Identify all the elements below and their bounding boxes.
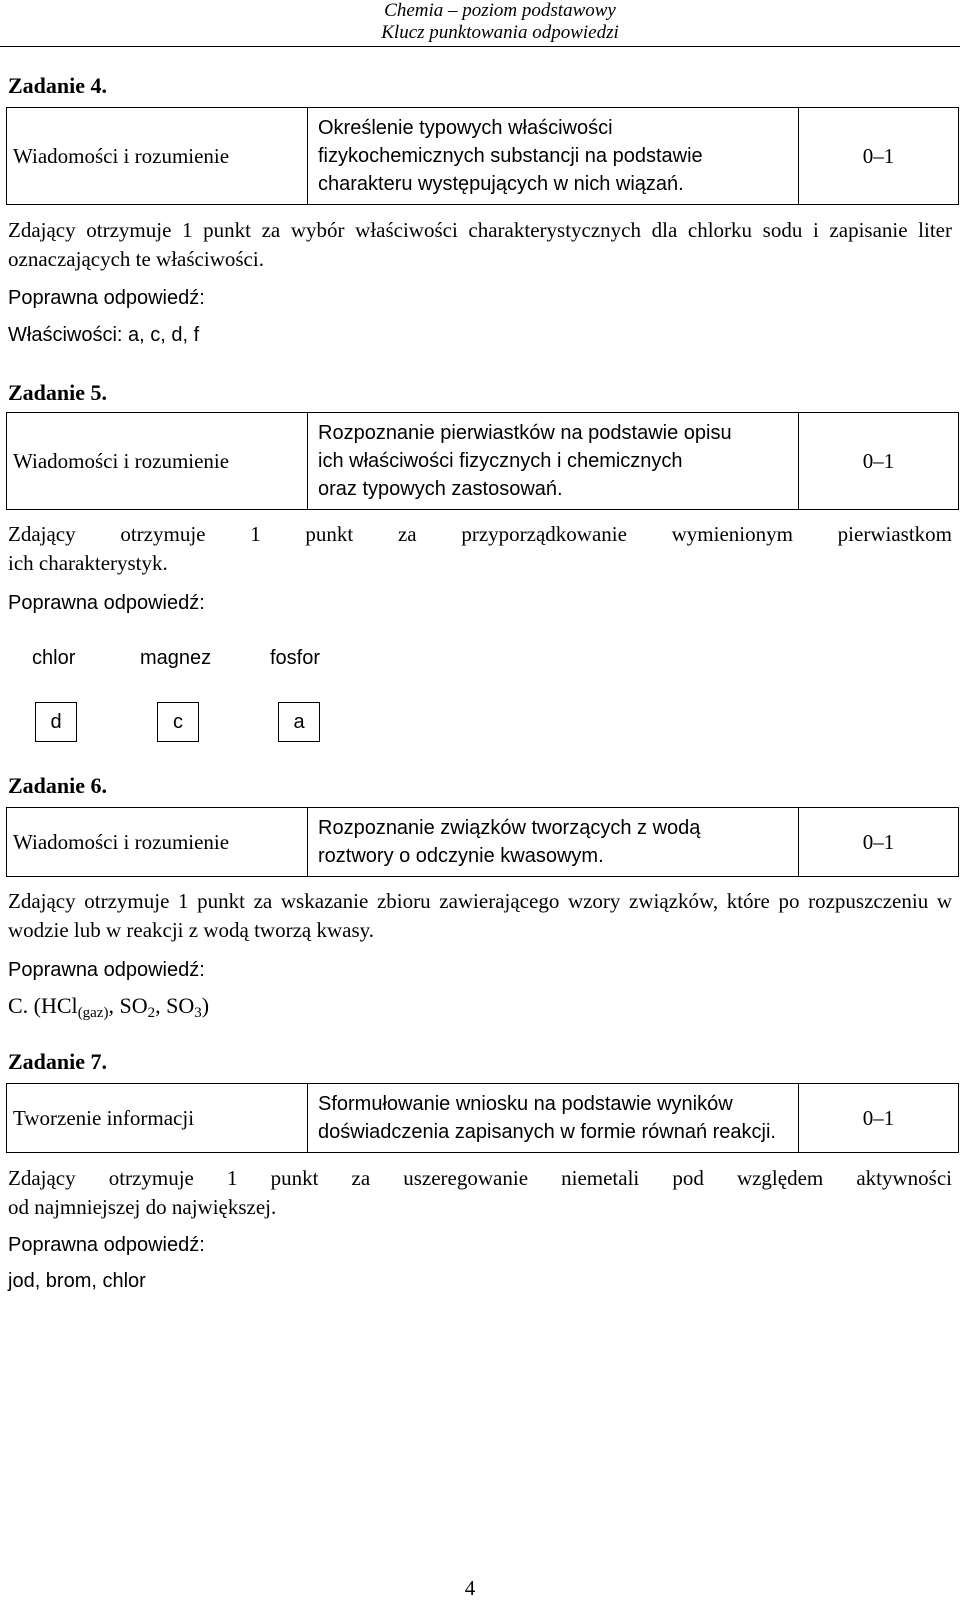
element-answer-box-magnez: c xyxy=(157,702,199,742)
task-7-title: Zadanie 7. xyxy=(8,1049,108,1074)
task-7-requirement: Sformułowanie wniosku na podstawie wyników doświadczenia zapisanych w formie równań reakcji. xyxy=(308,1084,799,1153)
element-name-magnez: magnez xyxy=(140,647,212,669)
task-6-area: Wiadomości i rozumienie xyxy=(7,808,308,877)
task-6-answer-label: Poprawna odpowiedź: xyxy=(8,959,205,981)
page-header xyxy=(0,0,960,47)
element-name-fosfor: fosfor xyxy=(270,647,321,669)
task-6-points: 0–1 xyxy=(799,808,959,877)
task-6-description: Zdający otrzymuje 1 punkt za wskazanie zbioru zawierającego wzory związków, które po rozpuszczeniu w wodzie lub w reakcji z wodą tworzą kwasy. xyxy=(8,889,952,942)
task-4-criteria-table xyxy=(6,107,959,205)
task-7-description-line2: od najmniejszej do największej. xyxy=(8,1195,277,1219)
task-5-description-line2: ich charakterystyk. xyxy=(8,551,168,575)
task-4-requirement: Określenie typowych właściwości fizykochemicznych substancji na podstawie charakteru występujących w nich wiązań. xyxy=(308,108,799,205)
task-7-answer-label: Poprawna odpowiedź: xyxy=(8,1234,205,1256)
task-5-area: Wiadomości i rozumienie xyxy=(7,413,308,510)
task-4-points: 0–1 xyxy=(799,108,959,205)
task-7-area: Tworzenie informacji xyxy=(7,1084,308,1153)
element-name-chlor: chlor xyxy=(32,647,76,669)
task-7-description-line1: Zdający otrzymuje 1 punkt za uszeregowanie niemetali pod względem aktywności xyxy=(8,1166,952,1190)
task-7-answer: jod, brom, chlor xyxy=(8,1270,146,1292)
task-6-requirement: Rozpoznanie związków tworzących z wodą roztwory o odczynie kwasowym. xyxy=(308,808,799,877)
task-6-title: Zadanie 6. xyxy=(8,773,108,798)
element-answer-box-fosfor: a xyxy=(278,702,320,742)
task-6-criteria-table xyxy=(6,807,959,877)
task-5-requirement: Rozpoznanie pierwiastków na podstawie opisu ich właściwości fizycznych i chemicznych oraz typowych zastosowań. xyxy=(308,413,799,510)
task-5-title: Zadanie 5. xyxy=(8,380,108,405)
page-number: 4 xyxy=(464,1576,476,1600)
element-answer-box-chlor: d xyxy=(35,702,77,742)
task-4-answer: Właściwości: a, c, d, f xyxy=(8,324,200,346)
task-7-criteria-table xyxy=(6,1083,959,1153)
task-6-answer: C. (HCl$_{(gaz)}$, $SO_2$, $SO_3$) xyxy=(8,993,210,1021)
task-5-description-line1: Zdający otrzymuje 1 punkt za przyporządkowanie wymienionym pierwiastkom xyxy=(8,522,952,546)
header-subject: Chemia – poziom podstawowy xyxy=(384,0,616,21)
task-4-title: Zadanie 4. xyxy=(8,73,108,98)
task-7-points: 0–1 xyxy=(799,1084,959,1153)
task-4-description: Zdający otrzymuje 1 punkt za wybór właściwości charakterystycznych dla chlorku sodu i zapisanie liter oznaczających te właściwości. xyxy=(8,218,952,271)
task-5-answer-label: Poprawna odpowiedź: xyxy=(8,592,205,614)
task-4-area: Wiadomości i rozumienie xyxy=(7,108,308,205)
task-5-criteria-table xyxy=(6,412,959,510)
header-doc-title: Klucz punktowania odpowiedzi xyxy=(381,22,619,43)
task-4-answer-label: Poprawna odpowiedź: xyxy=(8,287,205,309)
task-5-points: 0–1 xyxy=(799,413,959,510)
